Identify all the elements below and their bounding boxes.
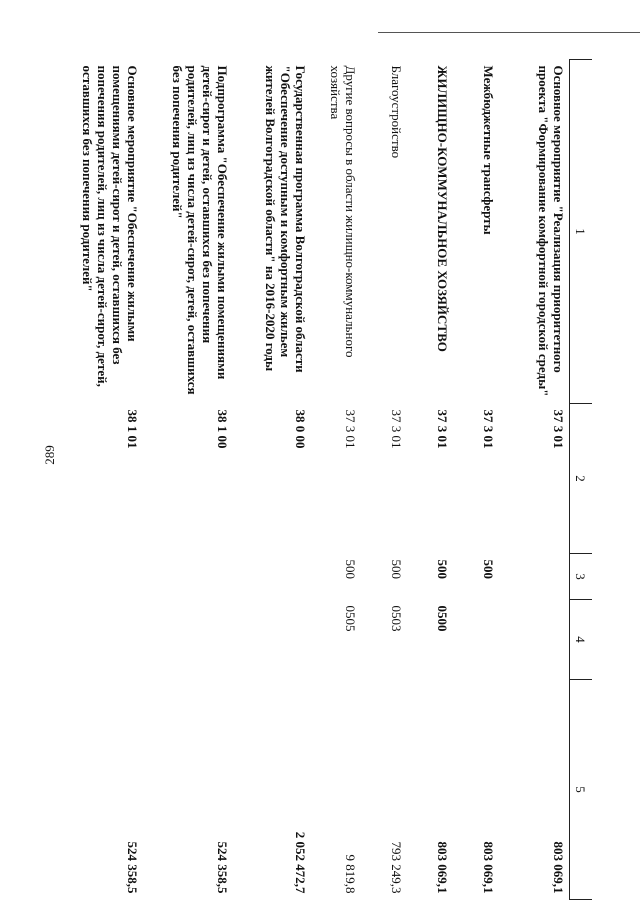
row-section-cell: 0505	[343, 605, 359, 632]
row-type-cell: 500	[389, 559, 405, 579]
row-section-cell	[500, 600, 570, 680]
table-row	[144, 60, 234, 900]
column-header: 3	[570, 554, 593, 600]
row-amount-cell: 9 819,8	[343, 854, 359, 894]
row-name-cell: Подпрограмма "Обеспечение жилыми помещениями детей-сирот и детей, оставшихся без попечения родителей, лиц из числа детей-сирот, детей, оставшихся без попечения родителей"	[170, 65, 231, 395]
row-code-cell: 37 3 01	[343, 409, 359, 449]
row-section-cell	[48, 600, 144, 680]
table-row	[408, 60, 454, 900]
row-code-cell: 38 0 00	[293, 409, 309, 449]
table-row	[48, 60, 144, 900]
row-section-cell	[144, 600, 234, 680]
column-header: 2	[570, 404, 593, 554]
table-body	[48, 60, 570, 900]
column-header: 4	[570, 600, 593, 680]
row-section-cell: 0503	[389, 605, 405, 632]
table-header-row	[570, 60, 593, 900]
table-row	[454, 60, 500, 900]
table-row	[234, 60, 312, 900]
row-name-cell: Благоустройство	[389, 65, 405, 159]
row-code-cell: 37 3 01	[551, 409, 566, 449]
row-code-cell: 37 3 01	[481, 409, 497, 449]
row-amount-cell: 524 358,5	[125, 841, 141, 894]
row-name-cell: Межбюджетные трансферты	[481, 65, 497, 235]
page-number: 289	[42, 445, 57, 465]
row-type-cell	[144, 554, 234, 600]
scan-edge-line	[378, 32, 640, 33]
row-amount-cell: 803 069,1	[481, 841, 497, 894]
row-type-cell	[234, 554, 312, 600]
budget-table	[48, 59, 593, 900]
row-type-cell	[48, 554, 144, 600]
row-code-cell: 38 1 00	[215, 409, 231, 449]
row-code-cell: 37 3 01	[435, 409, 451, 449]
row-amount-cell: 803 069,1	[435, 841, 451, 894]
row-code-cell: 38 1 01	[125, 409, 141, 449]
row-section-cell: 0500	[435, 605, 451, 632]
row-section-cell	[234, 600, 312, 680]
row-amount-cell: 803 069,1	[551, 841, 566, 894]
table-row	[362, 60, 408, 900]
row-code-cell: 37 3 01	[389, 409, 405, 449]
row-type-cell: 500	[435, 559, 451, 579]
table-row	[500, 60, 570, 900]
rotated-table-wrapper	[78, 59, 592, 899]
row-section-cell	[454, 600, 500, 680]
row-type-cell: 500	[481, 559, 497, 579]
table-row	[312, 60, 362, 900]
row-amount-cell: 2 052 472,7	[293, 831, 309, 894]
column-header: 5	[570, 680, 593, 900]
row-type-cell	[500, 554, 570, 600]
column-header: 1	[570, 60, 593, 404]
row-amount-cell: 524 358,5	[215, 841, 231, 894]
row-name-cell: Государственная программа Волгоградской области "Обеспечение доступным и комфортным жильем жителей Волгоградской области" на 2016-2020 годы	[263, 65, 309, 373]
row-name-cell: ЖИЛИЩНО-КОММУНАЛЬНОЕ ХОЗЯЙСТВО	[435, 65, 451, 352]
row-type-cell: 500	[343, 559, 359, 579]
row-name-cell: Основное мероприятие "Обеспечение жилыми помещениями детей-сирот и детей, оставшихся без попечения родителей, лиц из числа детей-сирот, детей, оставшихся без попечения родителей"	[80, 65, 141, 387]
row-name-cell: Другие вопросы в области жилищно-коммунального хозяйства	[328, 65, 359, 358]
row-name-cell: Основное мероприятие "Реализация приоритетного проекта "Формирование комфортной городской среды"	[536, 65, 566, 397]
row-amount-cell: 793 249,3	[389, 841, 405, 894]
